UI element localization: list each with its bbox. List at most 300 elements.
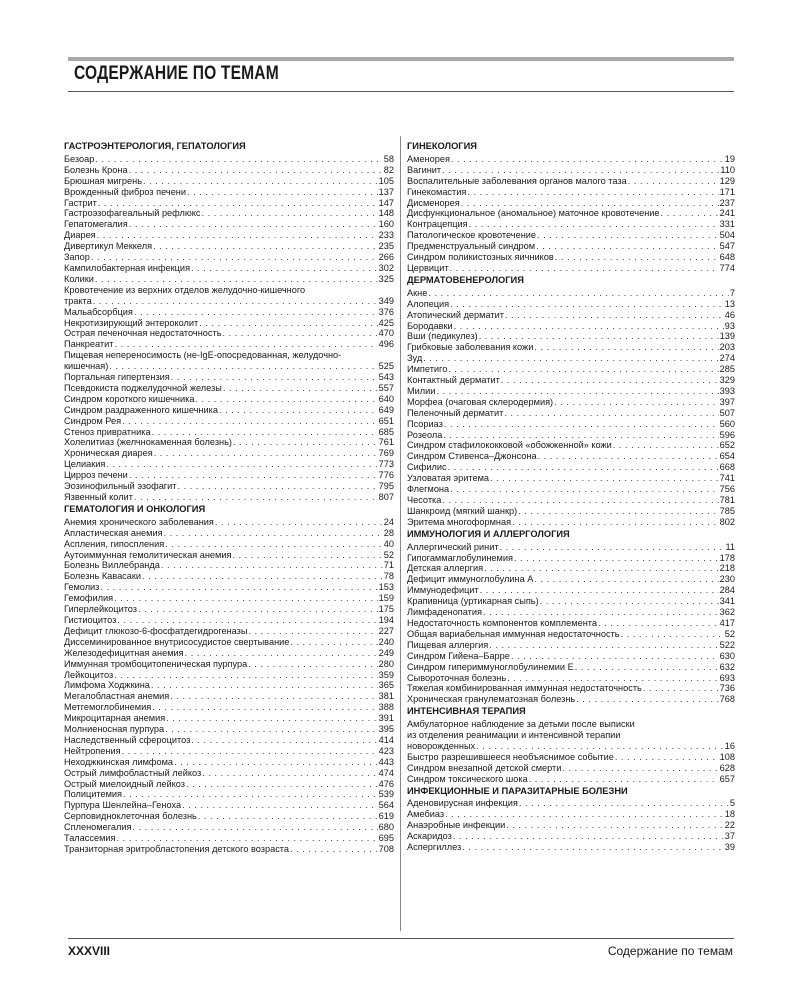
toc-entry[interactable] (407, 375, 735, 386)
toc-entry[interactable] (64, 459, 394, 470)
entry-row (407, 263, 735, 274)
toc-entry[interactable] (407, 241, 735, 252)
toc-entry[interactable] (407, 208, 735, 219)
entry-page: 693 (719, 672, 735, 683)
toc-entry[interactable] (64, 448, 394, 459)
entry-row (64, 437, 394, 448)
entry-row (407, 230, 735, 241)
entry-page: 774 (719, 262, 735, 273)
dot-leader (489, 640, 718, 651)
entry-row (64, 735, 394, 746)
toc-entry[interactable] (64, 198, 394, 209)
toc-entry[interactable] (64, 735, 394, 746)
entry-row (407, 310, 735, 321)
entry-title: Железодефицитная анемия (64, 647, 184, 658)
toc-entry[interactable] (64, 768, 394, 779)
entry-page: 82 (383, 164, 394, 175)
dot-leader (436, 386, 718, 397)
dot-leader (171, 372, 378, 383)
entry-page: 393 (719, 385, 735, 396)
toc-entry[interactable] (64, 492, 394, 503)
entry-title-line: из отделения реанимации и интенсивной терапии (407, 730, 621, 741)
entry-row (407, 683, 735, 694)
toc-entry[interactable] (407, 607, 735, 618)
dot-leader (445, 809, 724, 820)
entry-page: 557 (378, 382, 394, 393)
toc-entry[interactable] (64, 285, 394, 307)
entry-page: 331 (719, 219, 735, 230)
section-title: ДЕРМАТОВЕНЕРОЛОГИЯ (407, 274, 524, 285)
entry-row (64, 833, 394, 844)
entry-row (64, 459, 394, 470)
entry-page: 19 (724, 153, 735, 164)
toc-entry[interactable] (407, 321, 735, 332)
dot-leader (114, 670, 377, 681)
entry-title: Быстро разрешившееся необъяснимое событие (407, 751, 614, 762)
toc-entry[interactable] (64, 350, 394, 372)
entry-page: 476 (378, 778, 394, 789)
toc-entry[interactable] (407, 596, 735, 607)
entry-row (407, 673, 735, 684)
entry-title: Крапивница (уртикарная сыпь) (407, 596, 539, 607)
toc-entry[interactable] (64, 154, 394, 165)
entry-row (64, 670, 394, 681)
entry-title: Морфеа (очаговая склеродермия) (407, 396, 554, 407)
toc-entry[interactable] (407, 506, 735, 517)
entry-title: Аутоиммунная гемолитическая анемия (64, 549, 232, 560)
toc-entry[interactable] (407, 263, 735, 274)
toc-entry[interactable] (407, 542, 735, 553)
entry-title: Синдром гипериммуноглобулинемии Е (407, 661, 574, 672)
toc-entry[interactable] (64, 339, 394, 350)
toc-section (64, 141, 394, 503)
toc-entry[interactable] (64, 560, 394, 571)
dot-leader (643, 683, 719, 694)
toc-entry[interactable] (407, 165, 735, 176)
toc-entry[interactable] (407, 629, 735, 640)
entry-row (64, 154, 394, 165)
entry-page: 171 (719, 186, 735, 197)
toc-entry[interactable] (407, 553, 735, 564)
toc-entry[interactable] (407, 651, 735, 662)
dot-leader (576, 694, 718, 705)
entry-page: 13 (724, 298, 735, 309)
dot-leader (166, 713, 377, 724)
entry-title: Мальабсорбция (64, 306, 133, 317)
entry-page: 235 (378, 241, 394, 252)
entry-row (407, 353, 735, 364)
toc-entry[interactable] (407, 673, 735, 684)
entry-title: Общая вариабельная иммунная недостаточность (407, 628, 620, 639)
toc-entry[interactable] (64, 637, 394, 648)
toc-entry[interactable] (64, 263, 394, 274)
toc-entry[interactable] (407, 640, 735, 651)
entry-page: 349 (378, 295, 394, 306)
dot-leader (174, 757, 378, 768)
entry-row (407, 440, 735, 451)
entry-title: Дисфункциональное (аномальное) маточное кровотечение (407, 208, 660, 219)
entry-title: Синдром Стивенса–Джонсона (407, 451, 537, 462)
entry-title: Врожденный фиброз печени (64, 186, 187, 197)
dot-leader (132, 822, 377, 833)
entry-row (64, 470, 394, 481)
toc-entry[interactable] (64, 659, 394, 670)
entry-row (64, 274, 394, 285)
entry-row (64, 296, 394, 307)
toc-entry[interactable] (407, 774, 735, 785)
toc-entry[interactable] (64, 833, 394, 844)
toc-entry[interactable] (64, 372, 394, 383)
entry-title: Контрацепция (407, 219, 468, 230)
entry-title: Грибковые заболевания кожи (407, 342, 534, 353)
toc-entry[interactable] (64, 604, 394, 615)
dot-leader (170, 691, 377, 702)
entry-row (407, 321, 735, 332)
dot-leader (598, 618, 719, 629)
entry-page: 71 (383, 560, 394, 571)
entry-page: 443 (378, 756, 394, 767)
toc-entry[interactable] (407, 719, 735, 752)
dot-leader (540, 596, 719, 607)
dot-leader (661, 208, 719, 219)
dot-leader (450, 263, 719, 274)
dot-leader (153, 241, 378, 252)
entry-page: 474 (378, 767, 394, 778)
toc-entry[interactable] (407, 752, 735, 763)
dot-leader (122, 416, 378, 427)
toc-entry[interactable] (407, 618, 735, 629)
entry-page: 266 (378, 252, 394, 263)
toc-entry[interactable] (64, 176, 394, 187)
entry-row (407, 241, 735, 252)
toc-entry[interactable] (407, 842, 735, 853)
entry-title: Контактный дерматит (407, 375, 500, 386)
toc-entry[interactable] (407, 288, 735, 299)
entry-title: Панкреатит (64, 339, 114, 350)
toc-entry[interactable] (407, 252, 735, 263)
entry-row (407, 397, 735, 408)
toc-entry[interactable] (407, 517, 735, 528)
toc-entry[interactable] (64, 550, 394, 561)
entry-row (64, 383, 394, 394)
toc-entry[interactable] (64, 437, 394, 448)
dot-leader (199, 318, 377, 329)
toc-entry[interactable] (64, 757, 394, 768)
toc-entry[interactable] (64, 383, 394, 394)
entry-title: Чесотка (407, 495, 442, 505)
entry-page: 285 (719, 364, 735, 375)
dot-leader (187, 187, 378, 198)
entry-title: Недостаточность компонентов комплемента (407, 617, 597, 628)
entry-page: 425 (378, 317, 394, 328)
entry-row (407, 542, 735, 553)
entry-title: Апластическая анемия (64, 527, 163, 538)
toc-entry[interactable] (407, 331, 735, 342)
entry-page: 388 (378, 702, 394, 713)
entry-row (407, 165, 735, 176)
toc-entry[interactable] (407, 694, 735, 705)
entry-title: Эозинофильный эзофагит (64, 481, 177, 492)
toc-entry[interactable] (64, 691, 394, 702)
toc-entry[interactable] (407, 451, 735, 462)
dot-leader (534, 574, 718, 585)
entry-title: Иммунодефицит (407, 585, 479, 596)
entry-row (64, 560, 394, 571)
toc-entry[interactable] (64, 427, 394, 438)
entry-title: Гастрит (64, 197, 97, 208)
dot-leader (469, 219, 719, 230)
entry-page: 395 (378, 724, 394, 735)
entry-row (64, 757, 394, 768)
dot-leader (201, 208, 377, 219)
entry-page: 274 (719, 353, 735, 364)
entry-page: 341 (719, 596, 735, 607)
dot-leader (442, 165, 719, 176)
toc-entry[interactable] (407, 154, 735, 165)
toc-entry[interactable] (64, 230, 394, 241)
toc-entry[interactable] (64, 394, 394, 405)
entry-title: Флегмона (407, 484, 450, 495)
toc-entry[interactable] (64, 307, 394, 318)
dot-leader (615, 752, 719, 763)
toc-entry[interactable] (64, 219, 394, 230)
entry-row (407, 419, 735, 430)
toc-section (407, 706, 735, 784)
entry-title: Болезнь Кавасаки (64, 571, 142, 582)
entry-title: Наследственный сфероцитоз (64, 734, 191, 745)
entry-title: Бородавки (407, 320, 453, 331)
entry-title: Стеноз привратника (64, 426, 151, 437)
entry-row (64, 230, 394, 241)
dot-leader (554, 397, 719, 408)
toc-entry[interactable] (64, 318, 394, 329)
entry-row (407, 198, 735, 209)
dot-leader (109, 361, 377, 372)
entry-title: Пищевая аллергия (407, 639, 489, 650)
entry-page: 362 (719, 607, 735, 618)
toc-entry[interactable] (407, 219, 735, 230)
entry-title: Портальная гипертензия (64, 372, 170, 383)
toc-entry[interactable] (407, 798, 735, 809)
entry-page: 496 (378, 339, 394, 350)
entry-title: Синдром стафилококковой «обожженной» кожи (407, 440, 612, 451)
entry-page: 230 (719, 574, 735, 585)
dot-leader (154, 448, 378, 459)
toc-entry[interactable] (407, 419, 735, 430)
entry-title: Целиакия (64, 459, 106, 470)
toc-entry[interactable] (407, 397, 735, 408)
entry-row (64, 394, 394, 405)
toc-entry[interactable] (64, 680, 394, 691)
dot-leader (123, 789, 378, 800)
toc-entry[interactable] (407, 495, 735, 506)
entry-title: Неходжкинская лимфома (64, 756, 174, 767)
entry-page: 807 (378, 492, 394, 502)
toc-section (407, 529, 735, 706)
toc-entry[interactable] (407, 563, 735, 574)
dot-leader (91, 252, 378, 263)
entry-page: 423 (378, 745, 394, 756)
toc-entry[interactable] (64, 811, 394, 822)
dot-leader (165, 724, 378, 735)
entry-row (64, 768, 394, 779)
dot-leader (461, 198, 719, 209)
toc-entry[interactable] (64, 165, 394, 176)
entry-title: кишечная) (64, 361, 109, 372)
toc-entry[interactable] (407, 187, 735, 198)
toc-entry[interactable] (407, 484, 735, 495)
entry-page: 46 (724, 309, 735, 320)
entry-page: 761 (378, 437, 394, 448)
entry-page: 110 (720, 164, 735, 175)
toc-entry[interactable] (64, 241, 394, 252)
dot-leader (500, 542, 725, 553)
entry-page: 24 (383, 516, 394, 527)
toc-entry[interactable] (407, 473, 735, 484)
entry-title: Гиперлейкоцитоз (64, 604, 138, 615)
toc-entry[interactable] (64, 274, 394, 285)
entry-page: 522 (719, 639, 735, 650)
toc-entry[interactable] (407, 386, 735, 397)
toc-entry[interactable] (407, 299, 735, 310)
entry-title-line: Кровотечение из верхних отделов желудочно-кишечного (64, 284, 306, 295)
toc-entry[interactable] (64, 208, 394, 219)
toc-entry[interactable] (64, 517, 394, 528)
toc-entry[interactable] (407, 763, 735, 774)
entry-page: 769 (378, 448, 394, 459)
entry-page: 630 (719, 650, 735, 661)
toc-entry[interactable] (407, 462, 735, 473)
dot-leader (185, 648, 378, 659)
toc-entry[interactable] (407, 430, 735, 441)
toc-entry[interactable] (64, 844, 394, 855)
toc-entry[interactable] (64, 405, 394, 416)
entry-page: 648 (719, 252, 735, 263)
dot-leader (613, 440, 719, 451)
toc-entry[interactable] (407, 585, 735, 596)
toc-entry[interactable] (407, 230, 735, 241)
toc-entry[interactable] (407, 809, 735, 820)
dot-leader (501, 375, 719, 386)
entry-row (64, 361, 394, 372)
dot-leader (114, 339, 377, 350)
entry-row (64, 198, 394, 209)
entry-row (64, 219, 394, 230)
entry-title: Аменорея (407, 153, 450, 164)
toc-entry[interactable] (407, 831, 735, 842)
toc-entry[interactable] (64, 416, 394, 427)
entry-page: 108 (719, 751, 735, 762)
toc-entry[interactable] (64, 822, 394, 833)
toc-entry[interactable] (407, 198, 735, 209)
toc-entry[interactable] (64, 724, 394, 735)
dot-leader (443, 430, 718, 441)
dot-leader (537, 230, 719, 241)
toc-entry[interactable] (407, 574, 735, 585)
toc-entry[interactable] (64, 187, 394, 198)
entry-row (407, 763, 735, 774)
entry-title: Синдром поликистозных яичников (407, 252, 554, 263)
entry-title: Некротизирующий энтероколит (64, 317, 199, 328)
toc-entry[interactable] (407, 440, 735, 451)
toc-entry[interactable] (64, 528, 394, 539)
entry-title: Гипогаммаглобулинемия (407, 552, 513, 563)
toc-entry[interactable] (64, 539, 394, 550)
toc-entry[interactable] (64, 648, 394, 659)
toc-entry[interactable] (64, 702, 394, 713)
toc-entry[interactable] (407, 342, 735, 353)
toc-entry[interactable] (64, 593, 394, 604)
entry-row (407, 219, 735, 230)
toc-entry[interactable] (64, 470, 394, 481)
dot-leader (507, 673, 718, 684)
toc-entry[interactable] (64, 779, 394, 790)
entry-row (64, 492, 394, 503)
toc-entry[interactable] (64, 328, 394, 339)
toc-entry[interactable] (407, 408, 735, 419)
dot-leader (248, 659, 377, 670)
toc-entry[interactable] (407, 820, 735, 831)
toc-entry[interactable] (64, 571, 394, 582)
entry-row (64, 263, 394, 274)
entry-title: Милии (407, 385, 436, 396)
dot-leader (536, 241, 719, 252)
entry-page: 560 (719, 418, 735, 429)
toc-entry[interactable] (64, 789, 394, 800)
dot-leader (117, 833, 378, 844)
toc-entry[interactable] (407, 310, 735, 321)
entry-title: Цирроз печени (64, 470, 128, 481)
toc-entry[interactable] (407, 683, 735, 694)
entry-row (64, 626, 394, 637)
dot-leader (428, 288, 729, 299)
entry-title: Метгемоглобинемия (64, 702, 152, 713)
toc-entry[interactable] (64, 713, 394, 724)
toc-entry[interactable] (64, 746, 394, 757)
entry-title: Атопический дерматит (407, 309, 504, 320)
entry-title: Шанкроид (мягкий шанкр) (407, 505, 518, 516)
toc-entry[interactable] (407, 176, 735, 187)
entry-row (407, 495, 735, 506)
entry-page: 564 (378, 800, 394, 811)
toc-entry[interactable] (64, 670, 394, 681)
entry-row (64, 724, 394, 735)
dot-leader (454, 321, 724, 332)
entry-title: Узловатая эритема (407, 473, 489, 484)
toc-column-right (407, 140, 735, 853)
toc-entry[interactable] (64, 481, 394, 492)
toc-entry[interactable] (64, 252, 394, 263)
toc-entry[interactable] (407, 353, 735, 364)
entry-title: Полицитемия (64, 789, 123, 800)
toc-entry[interactable] (407, 364, 735, 375)
entry-title: Лимфаденопатия (407, 607, 482, 618)
entry-page: 525 (378, 361, 394, 372)
dot-leader (100, 582, 377, 593)
entry-title: Хроническая гранулематозная болезнь (407, 694, 576, 705)
entry-title: Острый миелоидный лейкоз (64, 778, 185, 789)
toc-entry[interactable] (407, 662, 735, 673)
entry-row (407, 563, 735, 574)
dot-leader (191, 735, 377, 746)
toc-entry[interactable] (64, 800, 394, 811)
entry-title: Синдром Рея (64, 415, 122, 426)
toc-entry[interactable] (64, 615, 394, 626)
toc-entry[interactable] (64, 626, 394, 637)
toc-entry[interactable] (64, 582, 394, 593)
dot-leader (134, 307, 378, 318)
entry-row (64, 550, 394, 561)
